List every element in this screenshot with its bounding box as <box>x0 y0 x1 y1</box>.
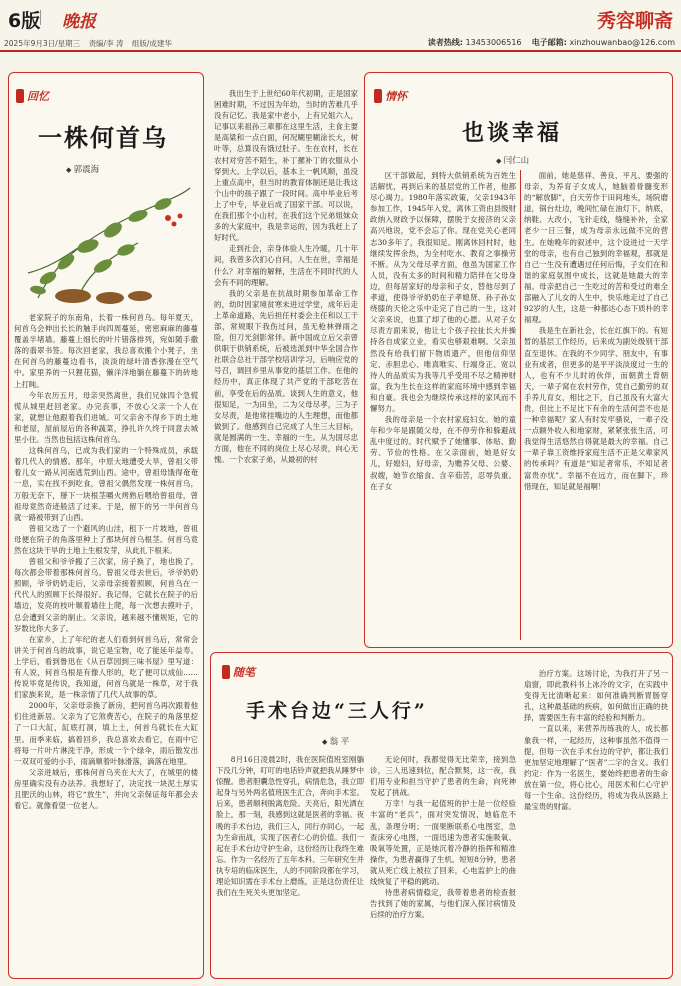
bottom-paragraph: 万幸！与我一起值班的护士是一位经验丰富的“老兵”，面对突发情况，她临危不乱，条理分明；一面果断联系心电图室，急查床旁心电图，一面迅速为患者实施吸氧、吸氧等处置，正是她沉着冷静的指挥和精准操作，为患者赢得了生机。短短8分钟，患者就从死亡线上被拉了回来，心电监护上的曲线恢复了平稳的跳动。 <box>370 799 516 887</box>
paper-name: 晚报 <box>62 12 96 32</box>
right-article-author: ◆ 闫仁山 <box>496 154 529 166</box>
right-paragraph: 面前，她是慈祥、善良、平凡、要强的母亲，为养育子女成人，她脑着骨髓变形的“解放脚”，白天劳作于田间地头，场院磨道，锅台灶边，晚间忙碌在油灯下，纳底，纳鞋、大改小，飞针走线，缝缝补补，全家老少一日三餐，成为母亲永远做不完的营生。在她晚年的叙述中，这个设进过一天学堂的母亲，也有自己独到的幸福观，那就是自己一生没有遭遇过任何后悔，子女们在和谐的家庭氛围中成长，这就是她最大的幸福。母亲把自己一生吃过的苦和受过的难全部融入了儿女的人生中，快乐地走过了自己92岁的人生，这是一种都达心态下质朴的幸福观。 <box>524 171 668 325</box>
left-tag-label: 回忆 <box>27 90 49 103</box>
bottom-article-col3 <box>524 668 668 976</box>
left-paragraph: 曾祖父选了一个避风的山洼，租下一片坡地，曾祖母便在院子的角落里种上了那块何首乌根茎。何首乌竟然在这块干旱的土地上生根发芽，从此扎下根来。 <box>14 523 198 555</box>
bottom-paragraph: 8月16日凌晨2时，我在医院值班室刚躺下没几分钟，叮叮的电话铃声就把我从睡梦中惊醒。患者胆囊急性穿孔，病情危急，我立即起身与另外两名值班医生汇合，奔向手术室。后来，患者顺利脱离危险。天亮后，阳光洒在脸上，那一刻，我感到这就是医者的幸福。夜晚的手术台边，我们三人，同行亦同心，一起为生命而战，实现了医者仁心的价值。我们一起在手术台边守护生命，这份经历让我终生难忘。作为一名经历了五年本科、三年研究生并执专培的临床医生，人的不同阶段都在学习，理论知识需在手术台上磨炼，正是这份责任让我们在生死关头更加坚定。 <box>216 755 364 898</box>
right-article-col2 <box>524 170 668 644</box>
left-paragraph: 这株何首乌，已成为我们家的一个特殊成员，承载着几代人的情感。那年，中原大地遭受大旱，曾祖父带着儿女一路从河南逃荒到山西。途中，曾祖母饿得奄奄一息，实在找不到吃食，曾祖父偶然发现一株何首乌，万般无奈下，掰下一块根茎嚼火烤熟后喂给曾祖母，曾祖母竟然奇迹般活了过来。于是，留下的另一半何首乌就一路被带到了山西。 <box>14 446 198 522</box>
right-column-tag <box>374 88 407 104</box>
plant-illustration <box>18 178 196 306</box>
column-divider <box>520 170 521 640</box>
issue-editor: 责编/李 涛 <box>88 39 124 48</box>
left-article-author: ◆ 郭震海 <box>66 163 99 175</box>
masthead <box>0 0 681 52</box>
bottom-article-col1 <box>216 754 364 976</box>
right-paragraph: 区干部做起，到特大供销系统为百姓生活解忧，再到后来的基层党的工作者，他都尽心竭力。1980年落实政策，父亲1943年参加工作，1945年入党，离休工资由县级财政纳入财政予以保障，摆脱于女接济的父亲高兴地说，党不会忘了你。现在党关心老同志30多年了，我很知足。刚离休回村时，他继续发挥余热，为全村吃水、教育之事操劳不断。从为父母尽孝方面，他虽为国家工作人员，没有太多的时间和精力陪伴在父母身边，但每居家好的母亲和子女，替他尽到了孝道，使得爷爷奶奶在子孝媳贤、孙子孙女绕膝的天伦之乐中走完了自己的一生，这对父亲来说，也算了却了他的心愿。从对子女尽责方面来说，他让七个孩子拉扯长大并操持各自成家立业，看实也够艰难啊。父亲虽然没有给我们留下物质遗产，但他信仰坚定、赤胆忠心、唯真唯实、行端身正、宽以待人的品质实为我等几乎受用不尽之精神财富，我为生长在这样的家庭环境中感到幸福和自豪。我也会为继续传承这样的家风而不懈努力。 <box>370 171 516 413</box>
issue-date: 2025年9月3日/星期三 <box>4 39 81 48</box>
bottom-paragraph: 待患者病情稳定，我带着患者的检查报告找到了她的家属，与他们深入探讨病情及后续的治疗方案。 <box>370 888 516 920</box>
right-paragraph: 我是生在新社会，长在红旗下的。有短暂的基层工作经历，后来成为副处级别干部直至退休。在我的不少同学、朋友中，有事业有成者，但更多的是平平淡淡度过一生的人，也有不少儿时的伙伴，而朝黄土背朝天，一辈子窝在农村劳作，凭自己勤劳的双手养儿育女，相比之下，自己虽没有大富大贵，但比上不足比下有余的生活何尝不也是一种幸福呢？家人有时发牢骚说，一辈子没一点额外收入和地家财，紧紧张张生活，可我觉得生活悠然自得就是最大的幸福。自己一辈子靠工资维持家庭生活不正是父辈家风的传承吗？有道是“知足者常乐，不知足者富贵亦忧”。幸福不在远方，而在脚下，珍惜现在，知足就是福啊！ <box>524 326 668 491</box>
masthead-divider <box>40 10 41 25</box>
bottom-column-tag <box>222 664 255 680</box>
bottom-paragraph: 无论何时，我都觉得无比荣幸，接到急诊，三人迅速到位，配合默契，这一夜，我们用专业和担当守护了患者的生命，向死神发起了挑战。 <box>370 755 516 798</box>
left-paragraph: 在家乡，上了年纪的老人们看到何首乌后，常常会讲关于何首乌的故事，说它是宝物，吃了能延年益寿。上学后，看到鲁迅在《从百草园到三味书屋》里写道：有人说，何首乌根是有像人形的，吃了便可以成仙……传说毕竟是传说，我知道，何首乌就是一株草，对于我们家族来说，是一株亲情了几代人故事的草。 <box>14 634 198 700</box>
left-article-title: 一株何首乌 <box>38 123 168 152</box>
email-address: xinzhouwanbao@126.com <box>569 38 675 47</box>
bottom-paragraph: 治疗方案。这场讨论，为我打开了另一扇窗，即此教科书上冰冷的文字，在实践中变得无比清晰起来：如何准确判断胃肠穿孔，这种最基础的疾病，如何做出正确的抉择，需要医生有丰富的经验和判断力。 <box>524 669 668 723</box>
bottom-article-title: 手术台边“三人行” <box>246 700 428 722</box>
left-paragraph: 曾祖父和爷爷搬了三次家，房子换了，地也换了，每次都会带着那株何首乌。曾祖父母去世后，爷爷奶奶照顾，爷爷奶奶走后，父亲母亲接着照顾，何首乌在一代代人的照顾下长得很好。我记得，它就长在院子的后墙边，发亮的枝叶顺着墙往上爬，每一次想去摸叶子，总会遭到父亲的制止。父亲说，越来越不懂规矩，它的岁数比你大多了。 <box>14 557 198 633</box>
bottom-tag-label: 随笔 <box>233 666 255 679</box>
right-article-title: 也谈幸福 <box>462 120 563 146</box>
left-paragraph: 老家院子的东南角，长着一株何首乌。每年夏天，何首乌会伸出长长的触手向四周蔓延，密密麻麻的藤蔓覆盖半堵墙。藤蔓上细长的叶片错落排列，宛如随手撒落的翡翠书签。每次回老家，我总喜欢搬个小凳子，坐在何首乌的藤蔓边看书，淡淡的绿叶清香弥漫在空气中。家里养的一只狸花猫，懒洋洋地躺在藤蔓下的砖地上打盹。 <box>14 313 198 389</box>
right-tag-label: 情怀 <box>385 90 407 103</box>
middle-paragraph: 我的父亲是在抗战时期参加革命工作的，幼时因家境贫寒未进过学堂，成年后走上革命道路，先后担任村委会主任和以工干部，常规眼下我伤过问，虽无枪林弹雨之险，但刀光剑影常伴。新中国成立后父亲曾供职于供销系统，后被选派到中华全国合作社联合总社干部学校培训学习，后响应党的号召，调回乡里从事党的基层工作。在他的经历中，真正体现了共产党的干部吃苦在前，享受在后的品质。谈到人生的意义，他很知足，一为田坐，二为父母尽孝，三为子女尽责，是他常挂嘴边的人生理想，而他都做到了。他感到自己完成了人生三大目标，就是圆满的一生、幸福的一生。从为国尽忠方面，他在不同的岗位上尽心尽责，向心无愧。一个农家子弟，从最初的村 <box>214 288 358 465</box>
email-label: 电子邮箱: <box>531 38 567 47</box>
bottom-paragraph: 一直以来，来营养历练我的人，成长都象我一样，一起经历，这种事虽然不值得一提，但每一次在手术台边的守护，都让我们更加坚定地理解了“医者”二字的含义。我们约定：作为一名医生，要始终把患者的生命放在第一位，将心比心，用医术和仁心守护每一个生命。这份经历，将成为我从医路上最宝贵的财富。 <box>524 724 668 812</box>
page-number: 6版 <box>8 10 41 32</box>
hotline-number: 13453006516 <box>465 38 522 47</box>
right-article-col1 <box>370 170 516 644</box>
left-column-tag <box>16 88 49 104</box>
issue-designer: 组版/成建华 <box>131 39 172 48</box>
tag-marker-icon <box>374 89 382 103</box>
hotline-label: 读者热线: <box>427 38 463 47</box>
middle-paragraph: 我出生于上世纪60年代初期，正是国家困难时期，不过因为年幼，当时的苦难几乎没有记忆。我是家中老小，上有兄姐六人，记事以来祖孙三辈都在这里生活，主食主要是高粱和一点白面，何况糊里糊涂长大，树叶等，总算没有饿过肚子。生在农村，长在农村对穷苦不陌生，补丁摞补丁的衣服从小穿到大。上学以后，基本上一帆风顺，虽没上重点高中，但当时的教育体制还是让我这个山中的孩子跟了一段时间。高中毕业后考上了中专，毕业后成了国家干部。可以说，在我们那个小山村，在我们这个兄弟姐妹众多的大家庭中，我是幸运的，因为我赶上了好时代。 <box>214 89 358 243</box>
left-paragraph: 父亲进城后，那株何首乌夹在大大了，在城里的楼房里确实没有办法养。我想好了，决定找一块泥土厚实且肥沃的山林，将它“放生”，并向父亲保证每年都会去看它。就像看望一位老人。 <box>14 767 198 811</box>
middle-article-body <box>214 88 358 644</box>
left-article-body <box>14 312 198 975</box>
tag-marker-icon <box>16 89 24 103</box>
contact-info <box>428 37 675 48</box>
tag-marker-icon <box>222 665 230 679</box>
right-paragraph: 我的母亲是一个农村家庭妇女。她的童年和少年是跟随父母，在不停劳作和躲避战乱中度过的。时代赋予了她懂事、体贴、勤劳、节俭的性格。在父亲面前，她是好女儿，好媳妇，好母亲，为赡养父母、公婆、叔嫂，她节衣缩食、含辛茹苦，忍辱负重。在子女 <box>370 415 516 491</box>
issue-info <box>4 38 178 49</box>
section-title: 秀容聊斋 <box>596 10 673 32</box>
bottom-article-author: ◆ 翁 平 <box>322 735 349 747</box>
middle-paragraph: 走到社会，亲身体验人生冷暖，几十年间，我曾多次扪心自问，人生在世，幸福是什么？对幸福的解释，生活在不同时代的人会有不同的理解。 <box>214 244 358 287</box>
left-paragraph: 2000年，父亲母亲换了新房，把何首乌再次跟着他们住进新居。父亲为了它煞费苦心，在院子的角落里挖了一口大缸，缸底打洞，填上土，何首乌就长在大缸里。而季来临，搞着回乡，我总喜欢去看它，在雨中它将每一片叶片淋洗干净，形成一个个绿伞，雨后散发出一双双可爱的小手，雨滴顺着叶脉滑落，滴落在地里。 <box>14 701 198 766</box>
left-paragraph: 今年农历五月，母亲突然离世，我们兄妹四个急慌慌从城里赶回老家。办完丧事，不放心父亲一个人在家，就想让他跟着我们进城。可父亲舍不得乡下的土地和老屋，屋前屋后的各种蔬菜，挣扎许久终于同意去城里小住。当然也包括这株何首乌。 <box>14 390 198 445</box>
bottom-article-col2 <box>370 754 516 976</box>
